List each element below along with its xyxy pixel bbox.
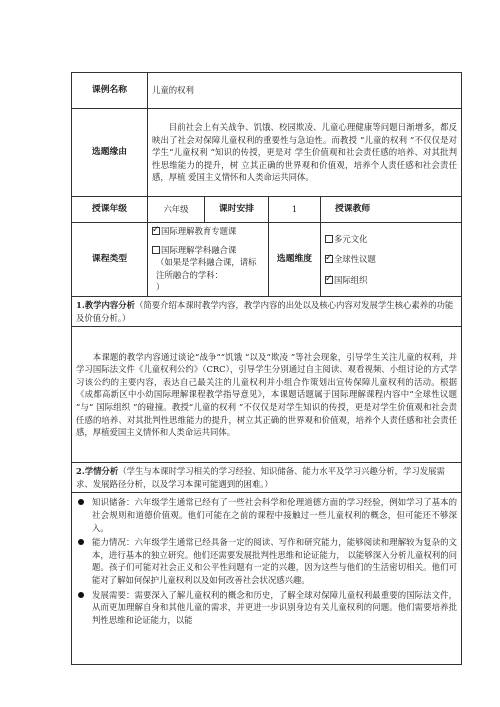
grade-label: 授课年级: [72, 197, 148, 223]
list-item: 知识储备：六年级学生通常已经有了一些社会科学和伦理道德方面的学习经验，例如学习了基本的 社会规则和道德价值观。他们可能在之前的课程中接触过一些儿童权利的概念，但可能还不够深入。: [76, 496, 457, 534]
rationale-label: 选题缘由: [72, 109, 148, 197]
bullet-icon: [78, 539, 84, 545]
hours-value: 1: [269, 197, 321, 223]
bullet-icon: [78, 592, 84, 598]
section-2-header: 2.学情分析（学生与本课时学习相关的学习经验、知识储备、能力水平及学习兴趣分析，学习发展需求、发展路径分析，以及学习本课可能遇到的困难。）: [72, 463, 462, 493]
bullet-icon: [78, 499, 84, 505]
learner-analysis-list: [76, 496, 457, 626]
checkbox-icon[interactable]: [325, 235, 333, 243]
dimension-option-2[interactable]: ✓全球性议题: [325, 253, 457, 266]
checkbox-checked-icon[interactable]: [325, 255, 333, 263]
grade-value: 六年级: [148, 197, 205, 223]
rationale-text: 目前社会上有关战争、饥饿、校园欺凌、儿童心理健康等问题日渐增多，都反映出了社会对保障儿童权利的重要性与急迫性。而教授 “儿童的权利 ”不仅仅是对学生“儿童权利 ”知识的传授，更是对 学生价值观和社会责任感的培养、对其批判性思维能力的提升，树 立其正确的世界观和价值观，培养个人责任感和社会责任感，厚植 爱国主义情怀和人类命运共同体。: [148, 109, 462, 197]
teacher-label: 授课教师: [321, 197, 462, 223]
lesson-plan-table: [71, 72, 462, 665]
course-type-options: [148, 223, 269, 297]
hours-label: 课时安排: [205, 197, 269, 223]
course-name-label: 课例名称: [72, 73, 148, 109]
checkbox-checked-icon[interactable]: [152, 227, 160, 235]
course-type-option-2[interactable]: 国际理解学科融合课: [152, 244, 264, 257]
dimension-option-1[interactable]: 多元文化: [325, 233, 457, 246]
list-item: 发展需要：需要深入了解儿童权利的概念和历史，了解全球对保障儿童权利最重要的国际法文件， 从而更加理解自身和其他儿童的需求，并更进一步识别身边有关儿童权利的问题。他们需要培养批 判性思维和论证能力，以能: [76, 589, 457, 627]
course-type-note: （如果是学科融合课，请标注所融合的学科：）: [156, 257, 257, 293]
course-type-label: 课程类型: [72, 223, 148, 297]
checkbox-icon[interactable]: [152, 246, 160, 254]
section-1-body: 本课题的教学内容通过谈论“战争”“饥饿 ”以及“欺凌 ”等社会现象，引导学生关注儿童的权利，并学习国际法文件《儿童权利公约》（CRC），引导学生分别通过自主阅读、观看视频、小组讨论的方式学习该公约的主要内容，表达自己最关注的儿童权利并小组合作策划出宣传保障儿童权利的活动。根据《成都高新区中小幼国际理解课程教学指导意见》，本课题话题属于国际理解课程内容中“全球性议题 ”与“ 国际组织 ”的碰撞。教授“儿童的权利 ”不仅仅是对学生知识的传授，更是对学生价值观和社会责任感的培养、对其批判性思维能力的提升，树立其正确的世界观和价值观，培养个人责任感和社会责任感，厚植爱国主义情怀和人类命运共同体。: [72, 327, 462, 463]
course-name-value: 儿童的权利: [148, 73, 462, 109]
section-1-header: 1.教学内容分析（简要介绍本课时教学内容，教学内容的出处以及核心内容对发展学生核心素养的功能及价值分析。）: [72, 296, 462, 326]
dimension-options: [321, 223, 462, 297]
course-type-option-1[interactable]: ✓国际理解教育专题课: [152, 225, 264, 238]
checkbox-checked-icon[interactable]: [325, 276, 333, 284]
section-2-body: [72, 493, 462, 665]
dimension-option-3[interactable]: ✓国际组织: [325, 274, 457, 287]
dimension-label: 选题维度: [269, 223, 321, 297]
list-item: 能力情况：六年级学生通常已经具备一定的阅读、写作和研究能力，能够阅读和理解较为复杂的文 本，进行基本的独立研究。他们还需要发展批判性思维和论证能力， 以能够深入分析儿童权利的问 题。孩子们可能对社会正义和公平性问题有一定的兴趣，因为这些与他们的生活密切相关。他们可能对了解如何保护儿童权利以及如何改善社会状况感兴趣。: [76, 536, 457, 586]
